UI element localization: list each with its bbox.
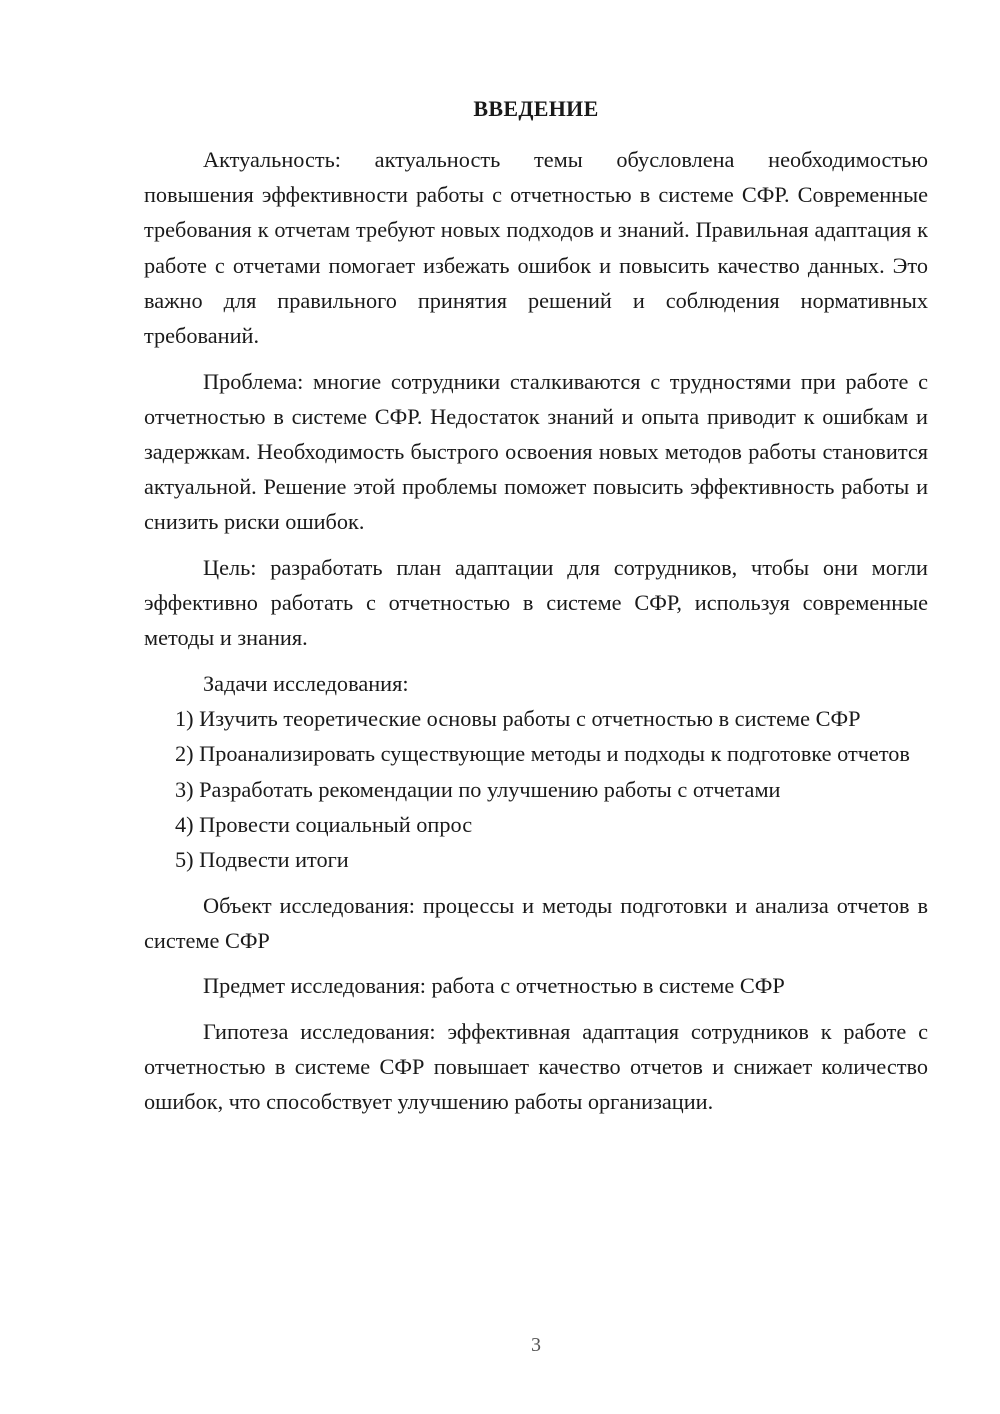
task-item-1: 1) Изучить теоретические основы работы с отчетностью в системе СФР xyxy=(175,706,861,732)
hypothesis-paragraph: Гипотеза исследования: эффективная адаптация сотрудников к работе с отчетностью в системе СФР повышает качество отчетов и снижает количество ошибок, что способствует улучшению работы организации. xyxy=(144,1019,928,1115)
relevance-paragraph: Актуальность: актуальность темы обусловлена необходимостью повышения эффективности работы с отчетностью в системе СФР. Современные требования к отчетам требуют новых подходов и знаний. Правильная адаптация к работе с отчетами помогает избежать ошибок и повысить качество данных. Это важно для правильного принятия решений и соблюдения нормативных требований. xyxy=(144,147,928,349)
task-item-5: 5) Подвести итоги xyxy=(175,847,349,873)
task-item-3: 3) Разработать рекомендации по улучшению работы с отчетами xyxy=(175,776,781,802)
tasks-heading: Задачи исследования: xyxy=(203,671,409,697)
page-number: 3 xyxy=(531,1334,541,1356)
subject-paragraph: Предмет исследования: работа с отчетностью в системе СФР xyxy=(203,973,785,999)
task-item-2: 2) Проанализировать существующие методы и подходы к подготовке отчетов xyxy=(175,741,910,767)
object-paragraph: Объект исследования: процессы и методы подготовки и анализа отчетов в системе СФР xyxy=(144,892,928,953)
goal-paragraph: Цель: разработать план адаптации для сотрудников, чтобы они могли эффективно работать с отчетностью в системе СФР, используя современные методы и знания. xyxy=(144,555,928,651)
document-body xyxy=(144,142,928,1120)
task-item-4: 4) Провести социальный опрос xyxy=(175,811,473,837)
problem-paragraph: Проблема: многие сотрудники сталкиваются с трудностями при работе с отчетностью в системе СФР. Недостаток знаний и опыта приводит к ошибкам и задержкам. Необходимость быстрого освоения новых методов работы становится актуальной. Решение этой проблемы поможет повысить эффективность работы и снизить риски ошибок. xyxy=(144,368,928,535)
page-heading: ВВЕДЕНИЕ xyxy=(473,96,599,121)
